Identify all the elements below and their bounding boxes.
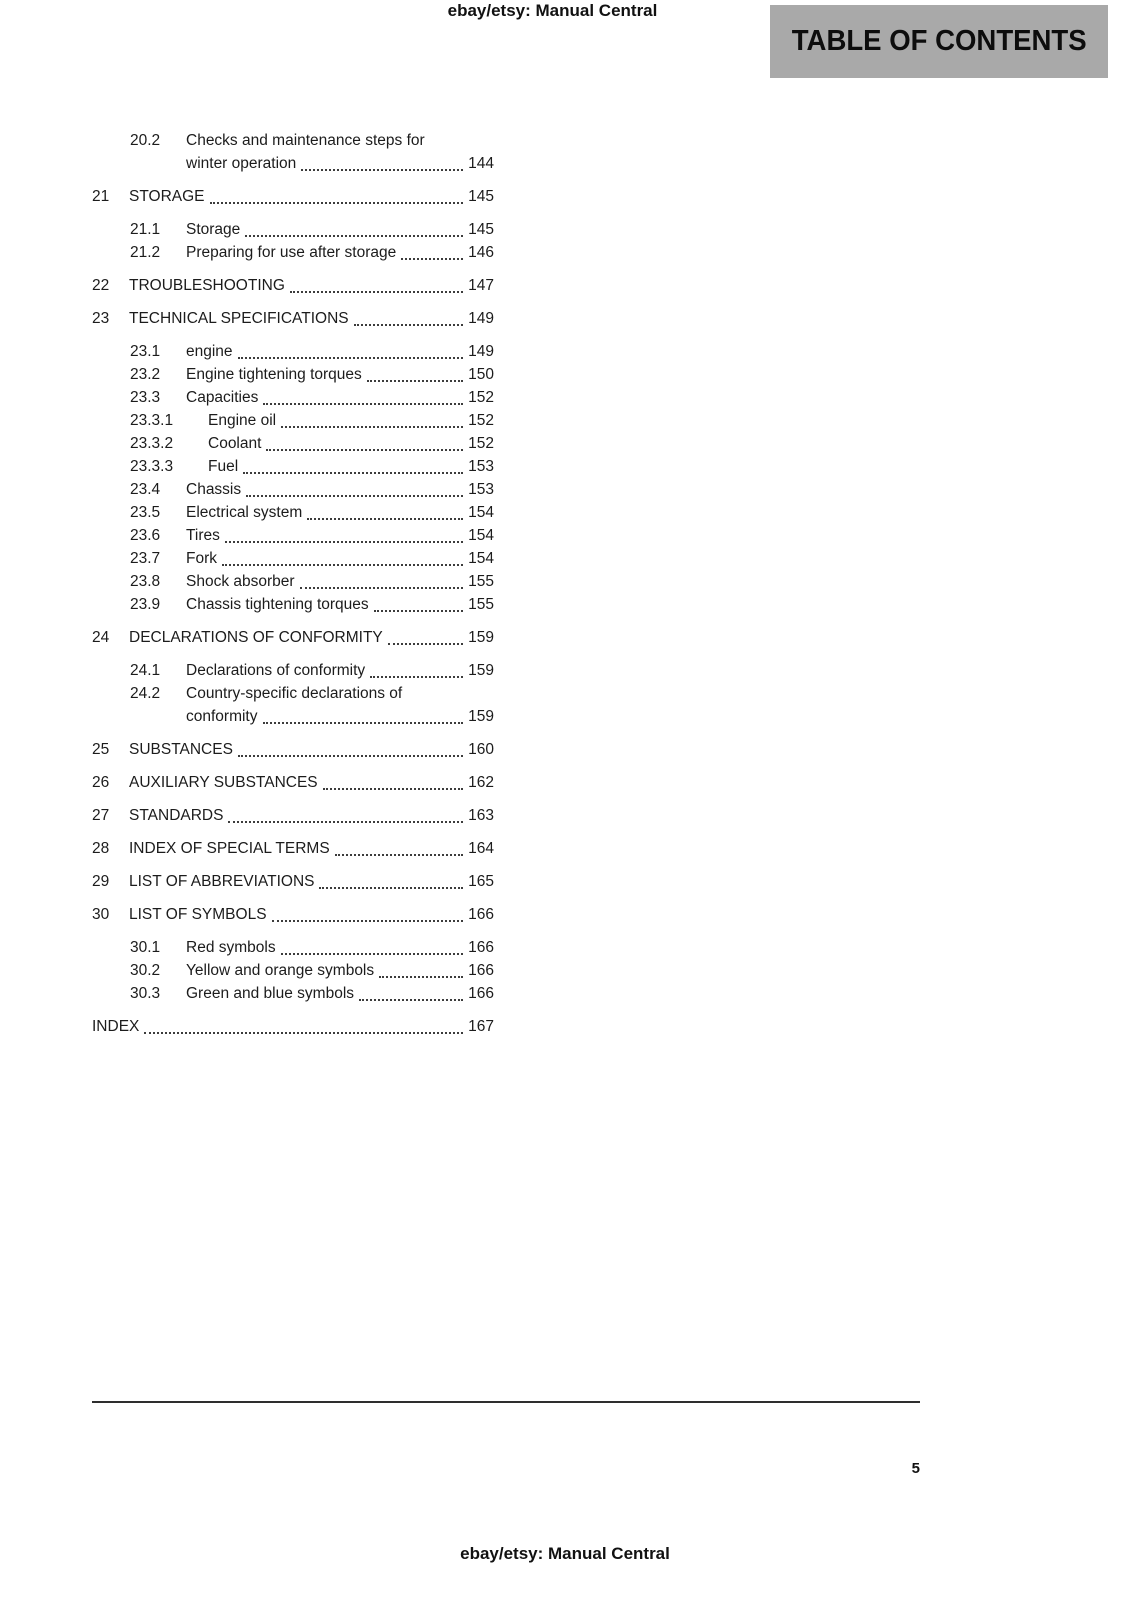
dotted-leader <box>367 380 463 382</box>
toc-entry <box>92 455 494 478</box>
toc-entry-page: 152 <box>468 412 494 429</box>
dotted-leader <box>301 169 463 171</box>
dotted-leader <box>319 887 463 889</box>
toc-entry-title: Fork <box>186 550 217 567</box>
toc-entry-title: Yellow and orange symbols <box>186 962 375 979</box>
toc-entry <box>92 982 494 1005</box>
toc-entry <box>92 524 494 547</box>
toc-entry-title: INDEX <box>92 1018 140 1035</box>
toc-entry-number: 23.3.2 <box>130 435 174 452</box>
footer-watermark: ebay/etsy: Manual Central <box>460 1544 670 1563</box>
toc-entry <box>92 837 494 860</box>
toc-entry <box>92 959 494 982</box>
dotted-leader <box>238 755 463 757</box>
toc-entry-page: 153 <box>468 481 494 498</box>
toc-entry <box>92 547 494 570</box>
toc-entry-page: 160 <box>468 741 494 758</box>
dotted-leader <box>370 676 463 678</box>
dotted-leader <box>374 610 463 612</box>
dotted-leader <box>272 920 463 922</box>
dotted-leader <box>335 854 463 856</box>
toc-entry-page: 165 <box>468 873 494 890</box>
toc-entry-number: 28 <box>92 840 110 857</box>
toc-entry-page: 166 <box>468 939 494 956</box>
toc-entry-number: 21 <box>92 188 110 205</box>
toc-entry <box>92 771 494 794</box>
toc-entry-title: STANDARDS <box>129 807 224 824</box>
page-number: 5 <box>911 1460 920 1477</box>
dotted-leader <box>225 541 463 543</box>
dotted-leader <box>222 564 463 566</box>
toc-entry-title: Chassis tightening torques <box>186 596 369 613</box>
toc-entry-number: 30.1 <box>130 939 161 956</box>
toc-entry-number: 27 <box>92 807 110 824</box>
dotted-leader <box>281 953 463 955</box>
toc-entry-page: 159 <box>468 662 494 679</box>
toc-entry-number: 23.3 <box>130 389 161 406</box>
dotted-leader <box>263 403 463 405</box>
toc-entry-page: 147 <box>468 277 494 294</box>
toc-entry <box>92 626 494 649</box>
toc-entry-page: 154 <box>468 550 494 567</box>
toc-entry <box>92 682 494 728</box>
toc-entry-number: 23 <box>92 310 110 327</box>
toc-entry-number: 23.9 <box>130 596 161 613</box>
header-watermark: ebay/etsy: Manual Central <box>447 1 658 20</box>
dotted-leader <box>281 426 463 428</box>
toc-entry-title: Capacities <box>186 389 259 406</box>
dotted-leader <box>401 258 463 260</box>
toc-entry-title: engine <box>186 343 233 360</box>
toc-entry <box>92 340 494 363</box>
toc-entry-number: 23.7 <box>130 550 161 567</box>
toc-entry-number: 26 <box>92 774 110 791</box>
table-of-contents-banner <box>770 5 1108 78</box>
toc-entry <box>92 386 494 409</box>
dotted-leader <box>144 1032 463 1034</box>
toc-entry-number: 20.2 <box>130 132 161 149</box>
toc-entry-page: 145 <box>468 221 494 238</box>
footer-divider <box>92 1401 920 1403</box>
toc-entry-title: Tires <box>186 527 220 544</box>
toc-entry-number: 23.2 <box>130 366 161 383</box>
toc-entry-title: Red symbols <box>186 939 276 956</box>
toc-entry-number: 24.2 <box>130 685 161 702</box>
toc-entry-number: 24 <box>92 629 110 646</box>
toc-entry-number: 25 <box>92 741 110 758</box>
toc-entry-page: 144 <box>468 155 494 172</box>
toc-entry-number: 23.6 <box>130 527 161 544</box>
toc-entry-number: 24.1 <box>130 662 161 679</box>
toc-entry-title: LIST OF ABBREVIATIONS <box>129 873 315 890</box>
toc-entry-page: 155 <box>468 596 494 613</box>
toc-entry-number: 30.2 <box>130 962 161 979</box>
toc-entry-number: 23.5 <box>130 504 161 521</box>
toc-entry-title: Green and blue symbols <box>186 985 355 1002</box>
dotted-leader <box>263 722 464 724</box>
toc-entry <box>92 1015 494 1038</box>
toc-entry <box>92 659 494 682</box>
toc-entry-page: 146 <box>468 244 494 261</box>
toc-entry <box>92 218 494 241</box>
toc-entry-title: AUXILIARY SUBSTANCES <box>129 774 318 791</box>
toc-entry-page: 154 <box>468 504 494 521</box>
toc-entry-title: Engine oil <box>208 412 277 429</box>
toc-entry-page: 150 <box>468 366 494 383</box>
toc-entry-title: TROUBLESHOOTING <box>129 277 285 294</box>
toc-entry <box>92 432 494 455</box>
toc-entry-title: Storage <box>186 221 241 238</box>
toc-entry <box>92 129 494 175</box>
toc-entry-page: 149 <box>468 343 494 360</box>
toc-entry <box>92 363 494 386</box>
toc-entry-title: DECLARATIONS OF CONFORMITY <box>129 629 383 646</box>
toc-entry-title: Fuel <box>208 458 239 475</box>
toc-entry <box>92 570 494 593</box>
toc-entry-page: 166 <box>468 906 494 923</box>
toc-entry <box>92 804 494 827</box>
toc-entry-title: Shock absorber <box>186 573 295 590</box>
dotted-leader <box>323 788 463 790</box>
toc-entry-page: 153 <box>468 458 494 475</box>
dotted-leader <box>266 449 463 451</box>
toc-entry-title: Preparing for use after storage <box>186 244 397 261</box>
toc-entry-page: 166 <box>468 985 494 1002</box>
toc-entry-page: 155 <box>468 573 494 590</box>
toc-entry-page: 152 <box>468 435 494 452</box>
toc-entry-page: 145 <box>468 188 494 205</box>
toc-entry-page: 166 <box>468 962 494 979</box>
toc-entry-page: 149 <box>468 310 494 327</box>
toc-entry-title: Coolant <box>208 435 262 452</box>
toc-entry <box>92 903 494 926</box>
toc-entry-title: Engine tightening torques <box>186 366 362 383</box>
toc-entry-number: 23.3.3 <box>130 458 174 475</box>
toc-entry-number: 29 <box>92 873 110 890</box>
dotted-leader <box>228 821 463 823</box>
toc-entry-number: 23.3.1 <box>130 412 174 429</box>
toc-entry-number: 30.3 <box>130 985 161 1002</box>
toc-entry-title: SUBSTANCES <box>129 741 233 758</box>
toc-entry-number: 21.1 <box>130 221 161 238</box>
dotted-leader <box>238 357 463 359</box>
toc-entry-page: 159 <box>468 708 494 725</box>
dotted-leader <box>359 999 463 1001</box>
toc-entry-number: 23.8 <box>130 573 161 590</box>
dotted-leader <box>245 235 463 237</box>
dotted-leader <box>300 587 463 589</box>
toc-entry-title: Chassis <box>186 481 242 498</box>
toc-entry <box>92 185 494 208</box>
toc-entry-number: 22 <box>92 277 110 294</box>
toc-entry-title: Electrical system <box>186 504 303 521</box>
toc-entry <box>92 241 494 264</box>
toc-entry-page: 164 <box>468 840 494 857</box>
toc-entry-page: 159 <box>468 629 494 646</box>
toc-entry-title: winter operation <box>186 155 297 172</box>
toc-entry-title: TECHNICAL SPECIFICATIONS <box>129 310 349 327</box>
toc-entry-page: 152 <box>468 389 494 406</box>
toc-list <box>92 129 494 1048</box>
dotted-leader <box>354 324 463 326</box>
toc-entry-number: 21.2 <box>130 244 161 261</box>
dotted-leader <box>246 495 463 497</box>
toc-entry <box>92 307 494 330</box>
toc-entry-page: 162 <box>468 774 494 791</box>
toc-entry-title: Declarations of conformity <box>186 662 366 679</box>
toc-entry-title: Country-specific declarations of <box>186 685 403 702</box>
toc-entry-page: 163 <box>468 807 494 824</box>
toc-entry-page: 167 <box>468 1018 494 1035</box>
dotted-leader <box>379 976 463 978</box>
toc-entry-title: Checks and maintenance steps for <box>186 132 425 149</box>
dotted-leader <box>243 472 463 474</box>
toc-entry-number: 23.4 <box>130 481 161 498</box>
toc-entry-number: 30 <box>92 906 110 923</box>
toc-entry <box>92 501 494 524</box>
toc-entry-page: 154 <box>468 527 494 544</box>
dotted-leader <box>307 518 463 520</box>
toc-entry-title: conformity <box>186 708 258 725</box>
dotted-leader <box>210 202 463 204</box>
dotted-leader <box>290 291 463 293</box>
toc-entry <box>92 870 494 893</box>
toc-entry <box>92 274 494 297</box>
toc-entry-title: STORAGE <box>129 188 205 205</box>
toc-entry <box>92 478 494 501</box>
toc-entry <box>92 738 494 761</box>
dotted-leader <box>388 643 463 645</box>
toc-entry <box>92 936 494 959</box>
toc-entry-title: LIST OF SYMBOLS <box>129 906 267 923</box>
toc-entry-title: INDEX OF SPECIAL TERMS <box>129 840 330 857</box>
page-title: TABLE OF CONTENTS <box>791 25 1087 57</box>
toc-entry <box>92 409 494 432</box>
toc-entry <box>92 593 494 616</box>
toc-entry-number: 23.1 <box>130 343 161 360</box>
